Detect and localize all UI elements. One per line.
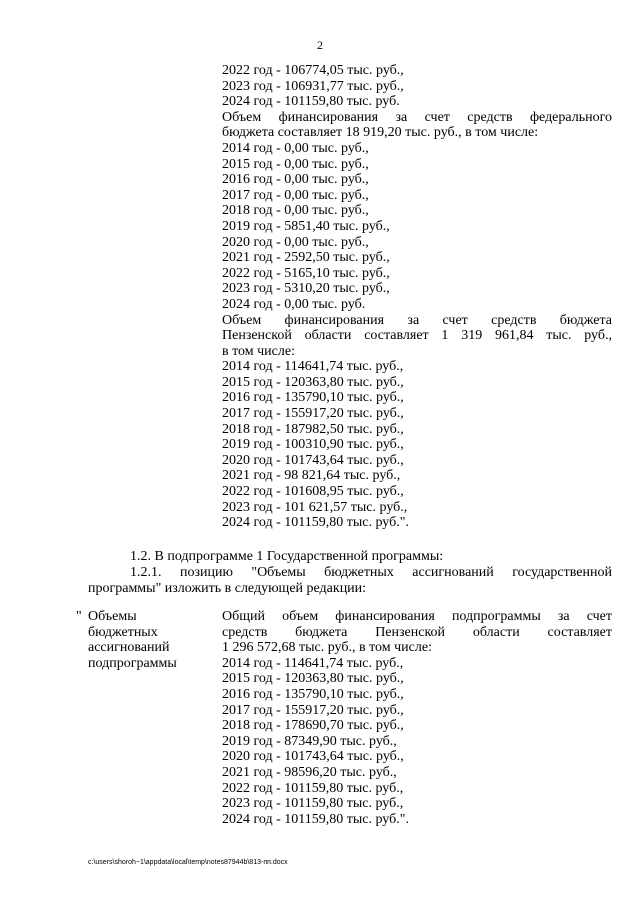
federal-year-line: 2023 год - 5310,20 тыс. руб., — [222, 281, 390, 297]
year-line: 2024 год - 101159,80 тыс. руб. — [222, 94, 400, 110]
federal-year-line: 2022 год - 5165,10 тыс. руб., — [222, 265, 390, 281]
regional-year-line: 2018 год - 187982,50 тыс. руб., — [222, 421, 404, 437]
file-path-footer: c:\users\shoroh~1\appdata\local\temp\notes87944b\813-пп.docx — [88, 859, 288, 866]
regional-funding-text: Пензенской области составляет 1 319 961,84 тыс. руб., — [222, 328, 612, 344]
table-label-line: Объемы — [88, 609, 137, 624]
federal-year-line: 2017 год - 0,00 тыс. руб., — [222, 187, 369, 203]
page-number: 2 — [317, 38, 323, 52]
regional-year-line: 2023 год - 101 621,57 тыс. руб., — [222, 499, 408, 515]
federal-funding-text: Объем финансирования за счет средств федерального — [222, 109, 612, 125]
regional-year-line: 2017 год - 155917,20 тыс. руб., — [222, 406, 404, 422]
paragraph-1-2-1: 1.2.1. позицию "Объемы бюджетных ассигнований государственной программы" изложить в следующей редакции: — [88, 565, 612, 596]
table-year-line: 2018 год - 178690,70 тыс. руб., — [222, 718, 404, 734]
federal-year-line: 2021 год - 2592,50 тыс. руб., — [222, 250, 390, 266]
federal-year-line: 2016 год - 0,00 тыс. руб., — [222, 172, 369, 188]
regional-year-line: 2015 год - 120363,80 тыс. руб., — [222, 374, 404, 390]
regional-funding-text: в том числе: — [222, 343, 295, 359]
table-year-line: 2020 год - 101743,64 тыс. руб., — [222, 749, 404, 765]
table-value-text: 1 296 572,68 тыс. руб., в том числе: — [222, 640, 432, 656]
regional-year-line: 2024 год - 101159,80 тыс. руб.". — [222, 515, 409, 531]
federal-year-line: 2020 год - 0,00 тыс. руб., — [222, 234, 369, 250]
table-year-line: 2014 год - 114641,74 тыс. руб., — [222, 655, 404, 671]
regional-funding-text: Объем финансирования за счет средств бюджета — [222, 312, 612, 328]
table-label-line: бюджетных — [88, 624, 158, 640]
table-year-line: 2024 год - 101159,80 тыс. руб.". — [222, 811, 409, 827]
regional-year-line: 2014 год - 114641,74 тыс. руб., — [222, 359, 404, 375]
funding-block — [222, 63, 612, 531]
year-line: 2022 год - 106774,05 тыс. руб., — [222, 63, 404, 78]
federal-year-line: 2015 год - 0,00 тыс. руб., — [222, 156, 369, 172]
table-year-line: 2022 год - 101159,80 тыс. руб., — [222, 780, 404, 796]
regional-year-line: 2022 год - 101608,95 тыс. руб., — [222, 484, 404, 500]
table-year-line: 2019 год - 87349,90 тыс. руб., — [222, 733, 397, 749]
table-year-line: 2016 год - 135790,10 тыс. руб., — [222, 686, 404, 702]
regional-year-line: 2020 год - 101743,64 тыс. руб., — [222, 452, 404, 468]
regional-year-line: 2016 год - 135790,10 тыс. руб., — [222, 390, 404, 406]
federal-year-line: 2018 год - 0,00 тыс. руб., — [222, 203, 369, 219]
table-value-text: Общий объем финансирования подпрограммы за счет — [222, 609, 612, 624]
regional-year-line: 2021 год - 98 821,64 тыс. руб., — [222, 468, 401, 484]
table-label-cell — [88, 609, 218, 671]
federal-year-line: 2024 год - 0,00 тыс. руб. — [222, 296, 366, 312]
table-label-line: подпрограммы — [88, 655, 177, 671]
table-year-line: 2023 год - 101159,80 тыс. руб., — [222, 796, 404, 812]
table-label-line: ассигнований — [88, 640, 170, 656]
table-value-text: средств бюджета Пензенской области составляет — [222, 624, 612, 640]
year-line: 2023 год - 106931,77 тыс. руб., — [222, 78, 404, 94]
federal-year-line: 2014 год - 0,00 тыс. руб., — [222, 140, 369, 156]
opening-quote: " — [76, 609, 82, 624]
table-value-cell — [222, 609, 612, 827]
paragraph-1-2: 1.2. В подпрограмме 1 Государственной программы: — [130, 549, 444, 564]
table-year-line: 2017 год - 155917,20 тыс. руб., — [222, 702, 404, 718]
federal-funding-text: бюджета составляет 18 919,20 тыс. руб., в том числе: — [222, 125, 539, 141]
table-year-line: 2015 год - 120363,80 тыс. руб., — [222, 671, 404, 687]
regional-year-line: 2019 год - 100310,90 тыс. руб., — [222, 437, 404, 453]
table-year-line: 2021 год - 98596,20 тыс. руб., — [222, 764, 397, 780]
federal-year-line: 2019 год - 5851,40 тыс. руб., — [222, 218, 390, 234]
